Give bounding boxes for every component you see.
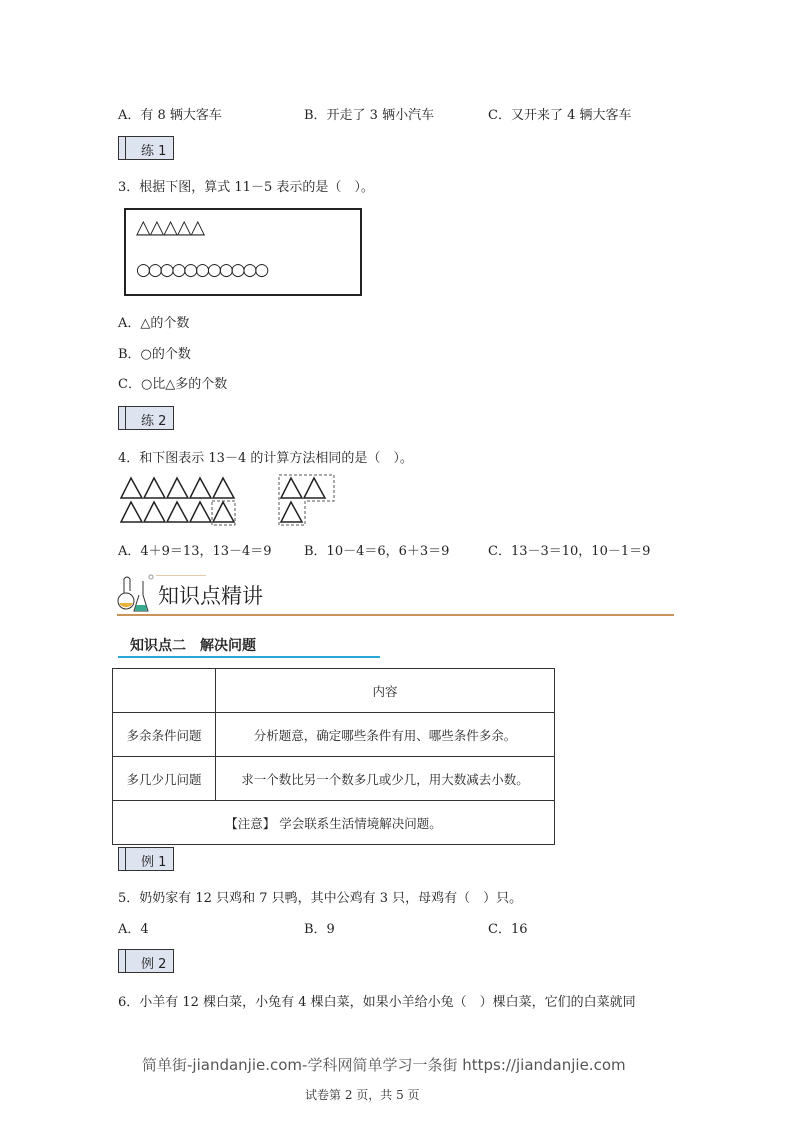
circles-row: ○○○○○○○○○○○ [136, 260, 267, 280]
q3-option-b: B．○的个数 [118, 347, 191, 362]
q5-option-c: C．16 [488, 922, 528, 937]
q4-option-a: A．4＋9＝13，13－4＝9 [118, 544, 272, 559]
example-tag-1 [118, 847, 174, 871]
q3-option-c: C．○比△多的个数 [118, 377, 228, 392]
note-cell: 【注意】 学会联系生活情境解决问题。 [113, 801, 555, 845]
q4-option-b: B．10－4＝6，6＋3＝9 [304, 544, 450, 559]
title-overline [156, 575, 206, 576]
q4-option-c: C．13－3＝10，10－1＝9 [488, 544, 651, 559]
q3-stem: 3．根据下图，算式 11－5 表示的是（ ）。 [118, 180, 374, 195]
row-name: 多余条件问题 [113, 713, 216, 757]
q3-figure [124, 208, 362, 296]
q2-option-b: B．开走了 3 辆小汽车 [304, 108, 435, 123]
tag-label: 例 1 [141, 855, 167, 870]
table-header-row [113, 669, 555, 713]
triangles-row: △△△△△ [136, 216, 205, 238]
q4-stem: 4．和下图表示 13－4 的计算方法相同的是（ ）。 [118, 451, 413, 466]
table-row [113, 757, 555, 801]
orange-rule [117, 614, 674, 616]
q5-option-a: A．4 [118, 922, 149, 937]
header-cell: 内容 [216, 669, 555, 713]
q2-option-a: A．有 8 辆大客车 [118, 108, 222, 123]
blue-rule [118, 656, 380, 658]
section-title: 知识点精讲 [158, 584, 263, 608]
row-content: 分析题意，确定哪些条件有用、哪些条件多余。 [216, 713, 555, 757]
q3-option-a: A．△的个数 [118, 316, 190, 331]
header-empty-cell [113, 669, 216, 713]
table-row [113, 713, 555, 757]
q5-option-b: B．9 [304, 922, 335, 937]
table-note-row [113, 801, 555, 845]
q4-triangles-figure [118, 474, 348, 530]
q2-option-c: C．又开来了 4 辆大客车 [488, 108, 632, 123]
row-name: 多几少几问题 [113, 757, 216, 801]
practice-tag-2 [118, 406, 174, 430]
page-footer: 试卷第 2 页，共 5 页 [305, 1088, 420, 1102]
tag-label: 例 2 [141, 957, 167, 972]
example-tag-2 [118, 949, 174, 973]
tag-label: 练 2 [141, 414, 167, 429]
q5-stem: 5．奶奶家有 12 只鸡和 7 只鸭，其中公鸡有 3 只，母鸡有（ ）只。 [118, 891, 523, 906]
practice-tag-1 [118, 136, 174, 160]
watermark: 简单街-jiandanjie.com-学科网简单学习一条街 https://jiandanjie.com [142, 1056, 626, 1074]
section-subtitle: 知识点二 解决问题 [130, 638, 256, 654]
knowledge-table [112, 668, 555, 845]
flask-icon [117, 573, 157, 615]
row-content: 求一个数比另一个数多几或少几，用大数减去小数。 [216, 757, 555, 801]
tag-label: 练 1 [141, 144, 167, 159]
q6-stem: 6．小羊有 12 棵白菜，小兔有 4 棵白菜，如果小羊给小兔（ ）棵白菜，它们的白菜就同 [118, 995, 636, 1010]
